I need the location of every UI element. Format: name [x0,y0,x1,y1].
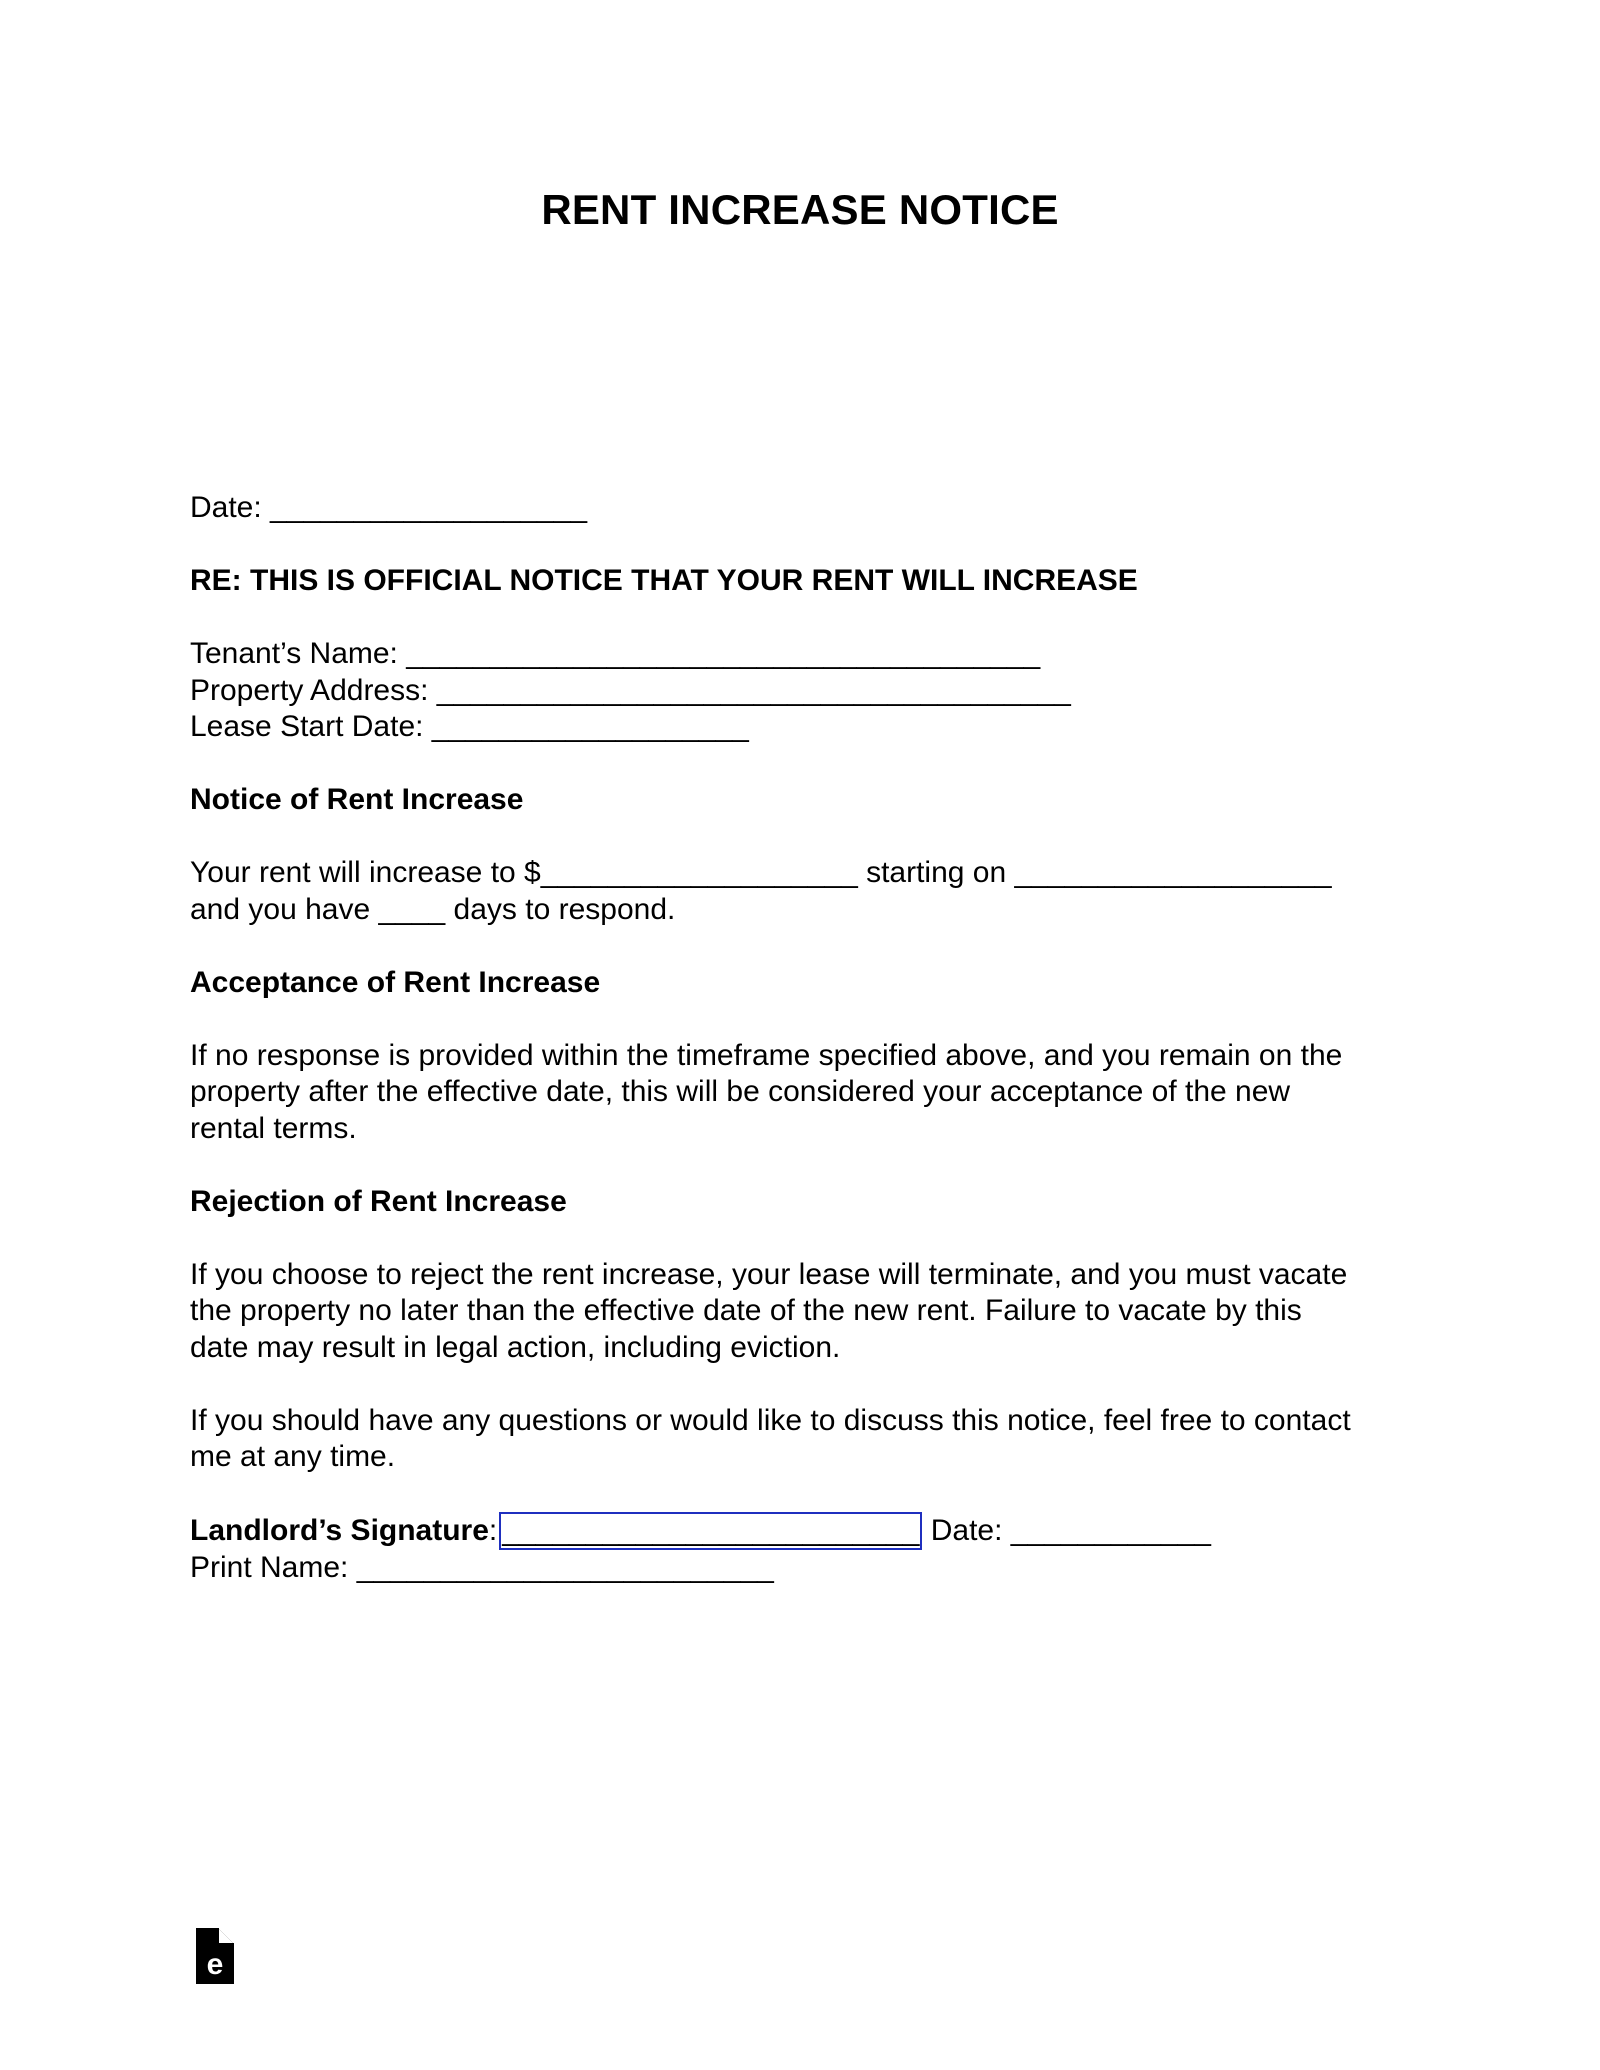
lease-start-line: Lease Start Date: ___________________ [190,710,749,743]
tenant-name-line: Tenant’s Name: ______________________________________ [190,637,1041,670]
acceptance-line: rental terms. [190,1111,357,1145]
signature-date: Date: ____________ [922,1514,1211,1547]
property-address-line: Property Address: ______________________________________ [190,673,1071,707]
notice-line: and you have ____ days to respond. [190,892,676,926]
notice-heading: Notice of Rent Increase [190,783,524,816]
questions-line: me at any time. [190,1440,396,1473]
svg-text:e: e [206,1948,224,1981]
eforms-logo-icon [196,1928,234,1984]
rejection-line: If you choose to reject the rent increase, your lease will terminate, and you must vacate [190,1257,1348,1291]
print-name-line: Print Name: _________________________ [190,1551,774,1584]
landlord-signature-field[interactable]: _________________________ [499,1512,922,1550]
rejection-line: the property no later than the effective date of the new rent. Failure to vacate by this [190,1294,1302,1327]
questions-line: If you should have any questions or would like to discuss this notice, feel free to contact [190,1403,1351,1437]
rejection-line: date may result in legal action, including eviction. [190,1330,841,1364]
signature-row [190,1512,1440,1550]
acceptance-heading: Acceptance of Rent Increase [190,965,601,999]
document-title: RENT INCREASE NOTICE [541,186,1059,233]
signature-colon: : [488,1514,498,1547]
acceptance-line: property after the effective date, this will be considered your acceptance of the new [190,1075,1291,1108]
signature-label: Landlord’s Signature [190,1514,489,1547]
acceptance-line: If no response is provided within the timeframe specified above, and you remain on the [190,1038,1343,1072]
notice-line: Your rent will increase to $___________________ starting on ___________________ [190,856,1332,889]
rejection-heading: Rejection of Rent Increase [190,1184,567,1218]
document-body [190,490,1440,1587]
re-line: RE: THIS IS OFFICIAL NOTICE THAT YOUR RENT WILL INCREASE [190,564,1138,597]
date-line: Date: ___________________ [190,491,588,524]
